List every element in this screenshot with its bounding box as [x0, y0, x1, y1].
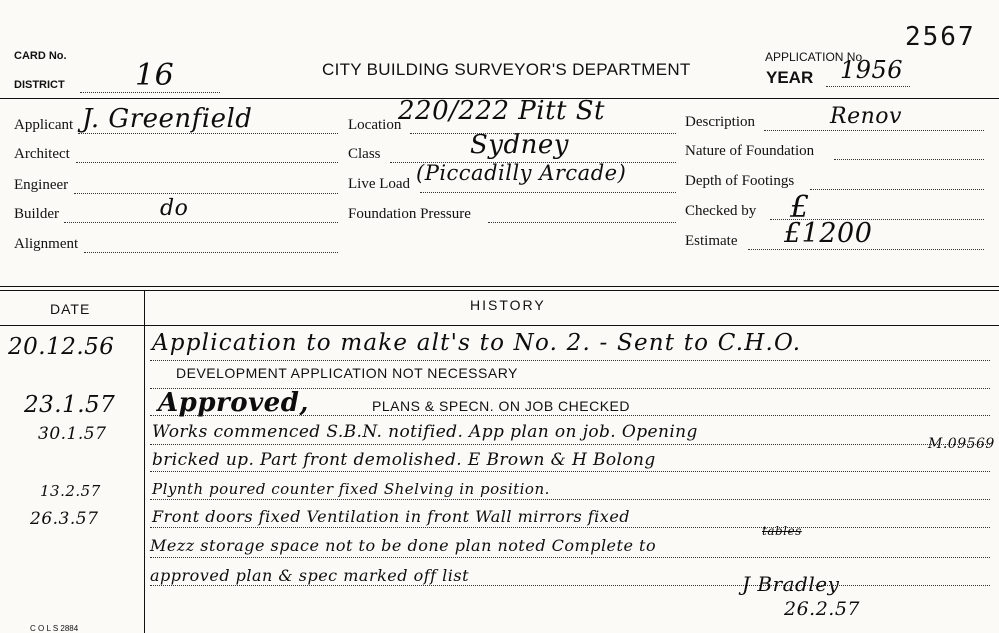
- year-label: YEAR: [766, 68, 814, 87]
- history-row-text: Application to make alt's to No. 2. - Sent to C.H.O.: [152, 330, 802, 356]
- history-row-text: Plynth poured counter fixed Shelving in position.: [152, 480, 550, 498]
- margin-note: M.09569: [928, 436, 995, 452]
- builder-label: Builder: [14, 206, 59, 222]
- class-value: Sydney: [470, 130, 569, 160]
- class-label: Class: [348, 146, 381, 162]
- history-row-date: 20.12.56: [8, 334, 115, 360]
- district-value: 16: [135, 58, 175, 93]
- builder-value: do: [160, 196, 189, 221]
- description-label: Description: [685, 114, 755, 130]
- history-row-date: 23.1.57: [24, 392, 116, 418]
- foundation-pressure-label: Foundation Pressure: [348, 206, 471, 222]
- history-row-text: Approved,: [158, 388, 309, 418]
- year-value: 1956: [840, 56, 904, 84]
- location-value: 220/222 Pitt St: [398, 96, 606, 126]
- history-header: HISTORY: [470, 297, 546, 313]
- card-no-label: CARD No.: [14, 50, 67, 62]
- nature-of-foundation-label: Nature of Foundation: [685, 143, 815, 159]
- history-row-date: 26.3.57: [30, 509, 99, 529]
- depth-of-footings-label: Depth of Footings: [685, 173, 795, 189]
- description-value: Renov: [830, 104, 902, 129]
- district-label: DISTRICT: [14, 79, 65, 91]
- estimate-label: Estimate: [685, 233, 738, 249]
- live-load-value: (Piccadilly Arcade): [416, 161, 627, 185]
- checked-by-value: £: [790, 190, 810, 225]
- history-row-stamp: DEVELOPMENT APPLICATION NOT NECESSARY: [176, 365, 518, 381]
- struck-word: tables: [762, 524, 802, 538]
- live-load-label: Live Load: [348, 176, 411, 192]
- signature-name: J Bradley: [742, 572, 840, 596]
- history-row-text: Front doors fixed Ventilation in front Wall mirrors fixed: [152, 507, 631, 526]
- history-row-stamp: PLANS & SPECN. ON JOB CHECKED: [372, 398, 631, 414]
- alignment-label: Alignment: [14, 236, 79, 252]
- estimate-value: £1200: [784, 218, 873, 249]
- form-code: C O L S 2884: [30, 624, 79, 633]
- history-row-date: 30.1.57: [38, 424, 107, 444]
- history-row-text: bricked up. Part front demolished. E Brown & H Bolong: [152, 450, 656, 470]
- application-no-label: APPLICATION No.: [765, 50, 866, 64]
- engineer-label: Engineer: [14, 177, 69, 193]
- location-label: Location: [348, 117, 402, 133]
- history-row-text: approved plan & spec marked off list: [150, 566, 470, 585]
- department-title: CITY BUILDING SURVEYOR'S DEPARTMENT: [322, 60, 691, 79]
- date-header: DATE: [50, 301, 91, 317]
- architect-label: Architect: [14, 146, 70, 162]
- application-no-value: 2567: [905, 22, 976, 52]
- history-row-date: 13.2.57: [40, 482, 101, 500]
- applicant-value: J. Greenfield: [82, 104, 253, 134]
- history-row-text: Mezz storage space not to be done plan noted Complete to: [150, 536, 657, 555]
- signature-date: 26.2.57: [784, 598, 861, 620]
- checked-by-label: Checked by: [685, 203, 757, 219]
- history-row-text: Works commenced S.B.N. notified. App plan on job. Opening: [152, 422, 698, 442]
- applicant-label: Applicant: [14, 117, 74, 133]
